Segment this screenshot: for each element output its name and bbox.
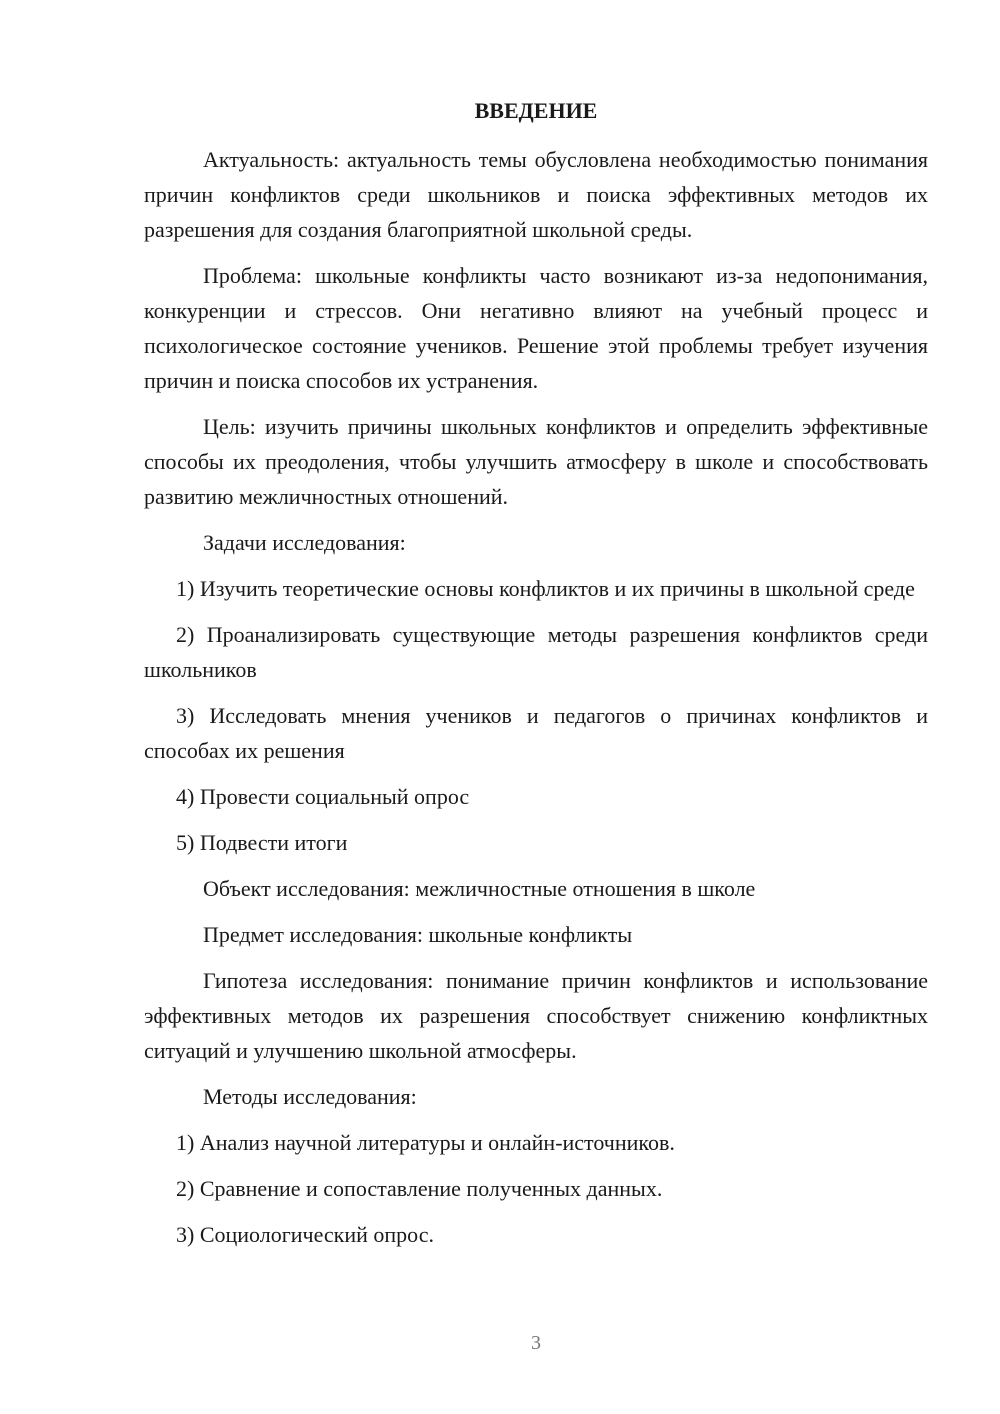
method-item-3: 3) Социологический опрос. xyxy=(176,1222,434,1247)
task-item-4: 4) Провести социальный опрос xyxy=(176,784,470,809)
paragraph-subject: Предмет исследования: школьные конфликты xyxy=(203,922,633,947)
page-title: ВВЕДЕНИЕ xyxy=(474,98,598,123)
task-item-1: 1) Изучить теоретические основы конфликтов и их причины в школьной среде xyxy=(176,576,915,601)
method-item-2: 2) Сравнение и сопоставление полученных данных. xyxy=(176,1176,663,1201)
paragraph-goal: Цель: изучить причины школьных конфликтов и определить эффективные способы их преодоления, чтобы улучшить атмосферу в школе и способствовать развитию межличностных отношений. xyxy=(144,414,928,509)
paragraph-hypothesis: Гипотеза исследования: понимание причин конфликтов и использование эффективных методов их разрешения способствует снижению конфликтных ситуаций и улучшению школьной атмосферы. xyxy=(144,968,928,1063)
methods-heading: Методы исследования: xyxy=(203,1084,417,1109)
task-item-2: 2) Проанализировать существующие методы разрешения конфликтов среди школьников xyxy=(144,622,928,682)
page-content xyxy=(144,94,928,1263)
paragraph-problem: Проблема: школьные конфликты часто возникают из-за недопонимания, конкуренции и стрессов. Они негативно влияют на учебный процесс и психологическое состояние учеников. Решение этой проблемы требует изучения причин и поиска способов их устранения. xyxy=(144,263,928,393)
tasks-heading: Задачи исследования: xyxy=(203,530,406,555)
method-item-1: 1) Анализ научной литературы и онлайн-источников. xyxy=(176,1130,675,1155)
task-item-5: 5) Подвести итоги xyxy=(176,830,348,855)
task-item-3: 3) Исследовать мнения учеников и педагогов о причинах конфликтов и способах их решения xyxy=(144,703,928,763)
paragraph-relevance: Актуальность: актуальность темы обусловлена необходимостью понимания причин конфликтов среди школьников и поиска эффективных методов их разрешения для создания благоприятной школьной среды. xyxy=(144,147,928,242)
paragraph-object: Объект исследования: межличностные отношения в школе xyxy=(203,876,756,901)
page-number: 3 xyxy=(531,1332,541,1354)
